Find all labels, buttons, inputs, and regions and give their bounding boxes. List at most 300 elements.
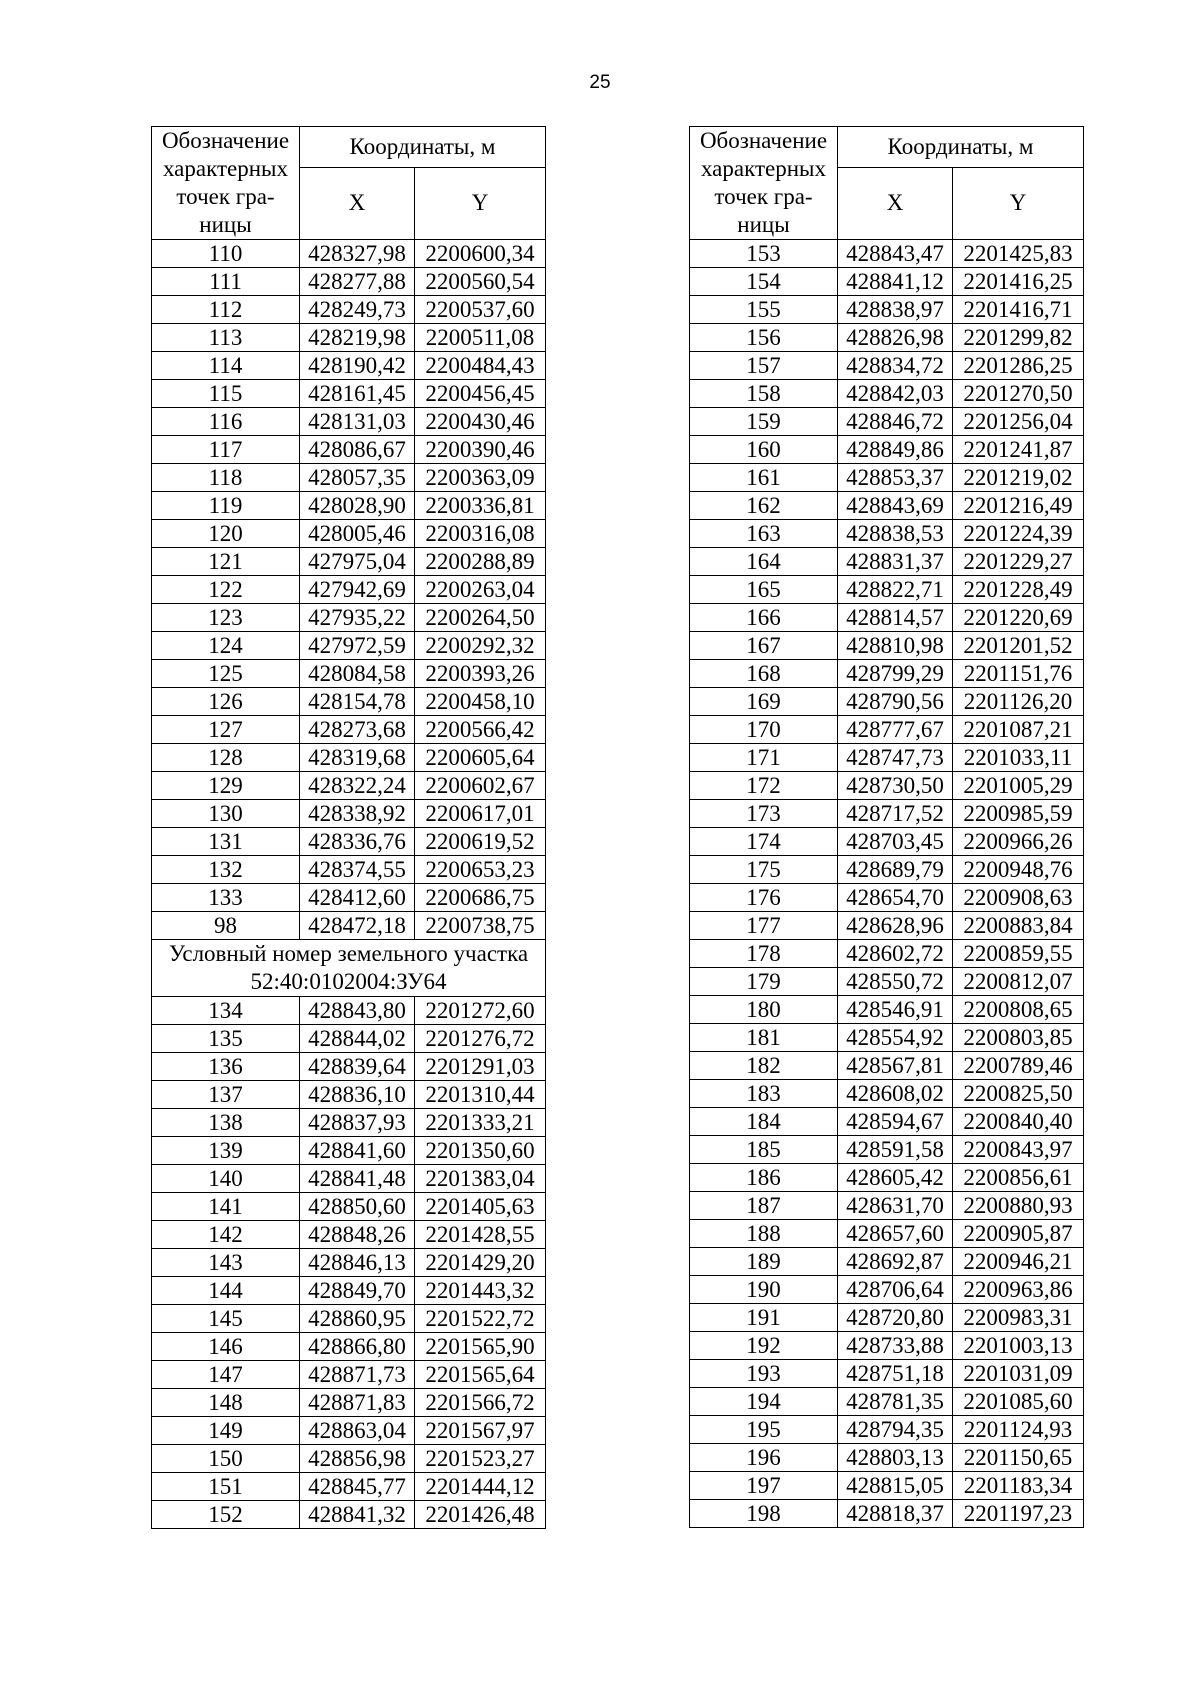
y-coordinate-cell: 2201567,97 — [415, 1417, 546, 1445]
y-coordinate-cell: 2201005,29 — [953, 772, 1084, 800]
table-row — [152, 828, 546, 856]
table-row — [690, 996, 1084, 1024]
point-number-cell: 118 — [152, 464, 300, 492]
table-row — [690, 744, 1084, 772]
y-coordinate-cell: 2201522,72 — [415, 1305, 546, 1333]
table-row — [152, 604, 546, 632]
x-coordinate-cell: 428190,42 — [300, 352, 415, 380]
table-row — [690, 1164, 1084, 1192]
table-row — [152, 408, 546, 436]
table-row — [152, 240, 546, 268]
x-coordinate-cell: 428550,72 — [838, 968, 953, 996]
point-number-cell: 139 — [152, 1137, 300, 1165]
table-row — [690, 436, 1084, 464]
point-number-cell: 141 — [152, 1193, 300, 1221]
x-coordinate-cell: 428249,73 — [300, 296, 415, 324]
x-coordinate-cell: 428554,92 — [838, 1024, 953, 1052]
y-header: Y — [953, 167, 1084, 239]
x-coordinate-cell: 428848,26 — [300, 1221, 415, 1249]
table-row — [690, 268, 1084, 296]
y-coordinate-cell: 2201383,04 — [415, 1165, 546, 1193]
table-row — [152, 632, 546, 660]
y-coordinate-cell: 2201033,11 — [953, 744, 1084, 772]
table-row — [152, 1305, 546, 1333]
point-number-cell: 138 — [152, 1109, 300, 1137]
point-number-cell: 175 — [690, 856, 838, 884]
y-coordinate-cell: 2201197,23 — [953, 1500, 1084, 1528]
x-coordinate-cell: 428841,12 — [838, 268, 953, 296]
table-row — [152, 1333, 546, 1361]
y-coordinate-cell: 2201429,20 — [415, 1249, 546, 1277]
table-row — [152, 1361, 546, 1389]
point-number-cell: 134 — [152, 997, 300, 1025]
y-coordinate-cell: 2201085,60 — [953, 1388, 1084, 1416]
y-coordinate-cell: 2200686,75 — [415, 884, 546, 912]
y-coordinate-cell: 2200738,75 — [415, 912, 546, 940]
table-row — [690, 632, 1084, 660]
x-coordinate-cell: 428591,58 — [838, 1136, 953, 1164]
x-coordinate-cell: 428657,60 — [838, 1220, 953, 1248]
point-number-cell: 160 — [690, 436, 838, 464]
table-row — [152, 1025, 546, 1053]
y-coordinate-cell: 2201219,02 — [953, 464, 1084, 492]
table-row — [152, 492, 546, 520]
y-coordinate-cell: 2201425,83 — [953, 240, 1084, 268]
table-row — [152, 436, 546, 464]
x-coordinate-cell: 428336,76 — [300, 828, 415, 856]
y-coordinate-cell: 2201299,82 — [953, 324, 1084, 352]
x-coordinate-cell: 428815,05 — [838, 1472, 953, 1500]
table-row — [152, 1473, 546, 1501]
point-number-cell: 189 — [690, 1248, 838, 1276]
y-coordinate-cell: 2200566,42 — [415, 716, 546, 744]
x-coordinate-cell: 428860,95 — [300, 1305, 415, 1333]
x-coordinate-cell: 428273,68 — [300, 716, 415, 744]
y-coordinate-cell: 2200966,26 — [953, 828, 1084, 856]
page-number: 25 — [589, 72, 611, 93]
table-row — [152, 688, 546, 716]
table-row — [690, 856, 1084, 884]
x-coordinate-cell: 428327,98 — [300, 240, 415, 268]
points-header: Обозначение характерных точек гра-ницы — [690, 127, 838, 240]
x-coordinate-cell: 428849,70 — [300, 1277, 415, 1305]
x-coordinate-cell: 428692,87 — [838, 1248, 953, 1276]
x-coordinate-cell: 428781,35 — [838, 1388, 953, 1416]
point-number-cell: 112 — [152, 296, 300, 324]
table-row — [690, 1416, 1084, 1444]
y-coordinate-cell: 2200458,10 — [415, 688, 546, 716]
point-number-cell: 176 — [690, 884, 838, 912]
table-row — [152, 744, 546, 772]
table-row — [690, 716, 1084, 744]
y-coordinate-cell: 2201276,72 — [415, 1025, 546, 1053]
table-row — [690, 520, 1084, 548]
x-coordinate-cell: 428717,52 — [838, 800, 953, 828]
table-row — [690, 1360, 1084, 1388]
table-row — [690, 1500, 1084, 1528]
table-row — [152, 268, 546, 296]
point-number-cell: 129 — [152, 772, 300, 800]
table-row — [152, 997, 546, 1025]
point-number-cell: 158 — [690, 380, 838, 408]
x-coordinate-cell: 428028,90 — [300, 492, 415, 520]
point-number-cell: 116 — [152, 408, 300, 436]
point-number-cell: 164 — [690, 548, 838, 576]
table-row — [690, 1388, 1084, 1416]
table-row — [152, 660, 546, 688]
table-row — [690, 380, 1084, 408]
x-coordinate-cell: 427942,69 — [300, 576, 415, 604]
y-coordinate-cell: 2200511,08 — [415, 324, 546, 352]
x-coordinate-cell: 428703,45 — [838, 828, 953, 856]
point-number-cell: 193 — [690, 1360, 838, 1388]
x-coordinate-cell: 428863,04 — [300, 1417, 415, 1445]
table-row — [152, 1417, 546, 1445]
point-number-cell: 124 — [152, 632, 300, 660]
point-number-cell: 182 — [690, 1052, 838, 1080]
x-coordinate-cell: 428005,46 — [300, 520, 415, 548]
x-coordinate-cell: 428846,72 — [838, 408, 953, 436]
y-coordinate-cell: 2200484,43 — [415, 352, 546, 380]
point-number-cell: 168 — [690, 660, 838, 688]
y-coordinate-cell: 2200363,09 — [415, 464, 546, 492]
y-coordinate-cell: 2200316,08 — [415, 520, 546, 548]
point-number-cell: 135 — [152, 1025, 300, 1053]
y-coordinate-cell: 2200292,32 — [415, 632, 546, 660]
point-number-cell: 126 — [152, 688, 300, 716]
x-coordinate-cell: 428838,97 — [838, 296, 953, 324]
point-number-cell: 150 — [152, 1445, 300, 1473]
table-row — [152, 548, 546, 576]
point-number-cell: 190 — [690, 1276, 838, 1304]
x-coordinate-cell: 428794,35 — [838, 1416, 953, 1444]
x-coordinate-cell: 428084,58 — [300, 660, 415, 688]
table-row — [690, 772, 1084, 800]
x-coordinate-cell: 428822,71 — [838, 576, 953, 604]
table-row — [152, 576, 546, 604]
x-coordinate-cell: 428831,37 — [838, 548, 953, 576]
y-coordinate-cell: 2201444,12 — [415, 1473, 546, 1501]
y-coordinate-cell: 2200430,46 — [415, 408, 546, 436]
y-coordinate-cell: 2201241,87 — [953, 436, 1084, 464]
x-coordinate-cell: 428733,88 — [838, 1332, 953, 1360]
table-row — [690, 1136, 1084, 1164]
table-row — [690, 492, 1084, 520]
point-number-cell: 127 — [152, 716, 300, 744]
x-coordinate-cell: 428871,83 — [300, 1389, 415, 1417]
table-row — [690, 324, 1084, 352]
x-coordinate-cell: 428654,70 — [838, 884, 953, 912]
y-coordinate-cell: 2201286,25 — [953, 352, 1084, 380]
x-coordinate-cell: 428628,96 — [838, 912, 953, 940]
point-number-cell: 157 — [690, 352, 838, 380]
table-row — [152, 1277, 546, 1305]
table-row — [690, 660, 1084, 688]
y-header: Y — [415, 167, 546, 239]
x-coordinate-cell: 428853,37 — [838, 464, 953, 492]
x-coordinate-cell: 428814,57 — [838, 604, 953, 632]
point-number-cell: 172 — [690, 772, 838, 800]
y-coordinate-cell: 2201228,49 — [953, 576, 1084, 604]
point-number-cell: 152 — [152, 1501, 300, 1529]
table-row — [152, 772, 546, 800]
table-row — [690, 1192, 1084, 1220]
x-coordinate-cell: 428837,93 — [300, 1109, 415, 1137]
table-row — [690, 296, 1084, 324]
x-coordinate-cell: 427975,04 — [300, 548, 415, 576]
table-row — [690, 940, 1084, 968]
y-coordinate-cell: 2201224,39 — [953, 520, 1084, 548]
y-coordinate-cell: 2201031,09 — [953, 1360, 1084, 1388]
table-row — [152, 1249, 546, 1277]
y-coordinate-cell: 2200808,65 — [953, 996, 1084, 1024]
y-coordinate-cell: 2201201,52 — [953, 632, 1084, 660]
x-coordinate-cell: 428810,98 — [838, 632, 953, 660]
x-coordinate-cell: 428472,18 — [300, 912, 415, 940]
table-row — [690, 884, 1084, 912]
point-number-cell: 149 — [152, 1417, 300, 1445]
point-number-cell: 123 — [152, 604, 300, 632]
point-number-cell: 167 — [690, 632, 838, 660]
coords-header: Координаты, м — [300, 127, 546, 168]
y-coordinate-cell: 2201087,21 — [953, 716, 1084, 744]
x-coordinate-cell: 428338,92 — [300, 800, 415, 828]
table-row — [152, 884, 546, 912]
table-row — [690, 968, 1084, 996]
x-coordinate-cell: 428844,02 — [300, 1025, 415, 1053]
table-row — [690, 1304, 1084, 1332]
point-number-cell: 171 — [690, 744, 838, 772]
point-number-cell: 174 — [690, 828, 838, 856]
x-coordinate-cell: 427972,59 — [300, 632, 415, 660]
y-coordinate-cell: 2200843,97 — [953, 1136, 1084, 1164]
point-number-cell: 132 — [152, 856, 300, 884]
table-row — [690, 1332, 1084, 1360]
y-coordinate-cell: 2200393,26 — [415, 660, 546, 688]
point-number-cell: 191 — [690, 1304, 838, 1332]
x-coordinate-cell: 428594,67 — [838, 1108, 953, 1136]
coordinates-table-right — [689, 126, 1084, 1528]
x-coordinate-cell: 428608,02 — [838, 1080, 953, 1108]
table-row — [690, 548, 1084, 576]
y-coordinate-cell: 2201350,60 — [415, 1137, 546, 1165]
point-number-cell: 196 — [690, 1444, 838, 1472]
table-row — [152, 324, 546, 352]
point-number-cell: 153 — [690, 240, 838, 268]
x-coordinate-cell: 428730,50 — [838, 772, 953, 800]
y-coordinate-cell: 2200336,81 — [415, 492, 546, 520]
y-coordinate-cell: 2201566,72 — [415, 1389, 546, 1417]
table-row — [690, 1248, 1084, 1276]
y-coordinate-cell: 2200946,21 — [953, 1248, 1084, 1276]
x-coordinate-cell: 428546,91 — [838, 996, 953, 1024]
point-number-cell: 184 — [690, 1108, 838, 1136]
x-coordinate-cell: 428841,32 — [300, 1501, 415, 1529]
point-number-cell: 186 — [690, 1164, 838, 1192]
table-row — [690, 688, 1084, 716]
x-coordinate-cell: 428826,98 — [838, 324, 953, 352]
table-row — [690, 912, 1084, 940]
point-number-cell: 183 — [690, 1080, 838, 1108]
x-coordinate-cell: 428866,80 — [300, 1333, 415, 1361]
x-coordinate-cell: 428277,88 — [300, 268, 415, 296]
table-row — [152, 912, 546, 940]
table-row — [690, 1024, 1084, 1052]
x-coordinate-cell: 428319,68 — [300, 744, 415, 772]
point-number-cell: 119 — [152, 492, 300, 520]
table-row — [152, 1389, 546, 1417]
y-coordinate-cell: 2200983,31 — [953, 1304, 1084, 1332]
table-row — [152, 1165, 546, 1193]
x-coordinate-cell: 428841,60 — [300, 1137, 415, 1165]
table-row — [690, 408, 1084, 436]
x-coordinate-cell: 428871,73 — [300, 1361, 415, 1389]
y-coordinate-cell: 2200605,64 — [415, 744, 546, 772]
point-number-cell: 159 — [690, 408, 838, 436]
x-coordinate-cell: 428842,03 — [838, 380, 953, 408]
table-row — [152, 296, 546, 324]
y-coordinate-cell: 2200803,85 — [953, 1024, 1084, 1052]
y-coordinate-cell: 2201405,63 — [415, 1193, 546, 1221]
x-coordinate-cell: 428086,67 — [300, 436, 415, 464]
point-number-cell: 179 — [690, 968, 838, 996]
table-row — [690, 1052, 1084, 1080]
y-coordinate-cell: 2201416,25 — [953, 268, 1084, 296]
x-coordinate-cell: 428849,86 — [838, 436, 953, 464]
point-number-cell: 121 — [152, 548, 300, 576]
x-coordinate-cell: 428605,42 — [838, 1164, 953, 1192]
table-row — [690, 1108, 1084, 1136]
y-coordinate-cell: 2201216,49 — [953, 492, 1084, 520]
y-coordinate-cell: 2200537,60 — [415, 296, 546, 324]
table-row — [690, 576, 1084, 604]
y-coordinate-cell: 2201416,71 — [953, 296, 1084, 324]
x-coordinate-cell: 428843,80 — [300, 997, 415, 1025]
point-number-cell: 131 — [152, 828, 300, 856]
x-coordinate-cell: 428843,47 — [838, 240, 953, 268]
y-coordinate-cell: 2200600,34 — [415, 240, 546, 268]
y-coordinate-cell: 2200602,67 — [415, 772, 546, 800]
y-coordinate-cell: 2201565,90 — [415, 1333, 546, 1361]
x-coordinate-cell: 428841,48 — [300, 1165, 415, 1193]
y-coordinate-cell: 2200963,86 — [953, 1276, 1084, 1304]
x-coordinate-cell: 428777,67 — [838, 716, 953, 744]
table-row — [152, 520, 546, 548]
point-number-cell: 113 — [152, 324, 300, 352]
point-number-cell: 98 — [152, 912, 300, 940]
point-number-cell: 169 — [690, 688, 838, 716]
y-coordinate-cell: 2200985,59 — [953, 800, 1084, 828]
table-row — [152, 856, 546, 884]
point-number-cell: 140 — [152, 1165, 300, 1193]
y-coordinate-cell: 2201126,20 — [953, 688, 1084, 716]
table-row — [152, 1081, 546, 1109]
point-number-cell: 177 — [690, 912, 838, 940]
table-row — [152, 464, 546, 492]
point-number-cell: 163 — [690, 520, 838, 548]
y-coordinate-cell: 2200856,61 — [953, 1164, 1084, 1192]
y-coordinate-cell: 2201270,50 — [953, 380, 1084, 408]
point-number-cell: 137 — [152, 1081, 300, 1109]
table-row — [152, 1137, 546, 1165]
point-number-cell: 161 — [690, 464, 838, 492]
point-number-cell: 194 — [690, 1388, 838, 1416]
x-coordinate-cell: 428850,60 — [300, 1193, 415, 1221]
x-coordinate-cell: 428057,35 — [300, 464, 415, 492]
y-coordinate-cell: 2200263,04 — [415, 576, 546, 604]
point-number-cell: 136 — [152, 1053, 300, 1081]
y-coordinate-cell: 2200789,46 — [953, 1052, 1084, 1080]
y-coordinate-cell: 2201220,69 — [953, 604, 1084, 632]
point-number-cell: 128 — [152, 744, 300, 772]
y-coordinate-cell: 2201333,21 — [415, 1109, 546, 1137]
x-coordinate-cell: 428846,13 — [300, 1249, 415, 1277]
point-number-cell: 146 — [152, 1333, 300, 1361]
point-number-cell: 198 — [690, 1500, 838, 1528]
table-row — [690, 1276, 1084, 1304]
point-number-cell: 151 — [152, 1473, 300, 1501]
point-number-cell: 197 — [690, 1472, 838, 1500]
y-coordinate-cell: 2200840,40 — [953, 1108, 1084, 1136]
table-row — [690, 1080, 1084, 1108]
x-coordinate-cell: 428839,64 — [300, 1053, 415, 1081]
y-coordinate-cell: 2201443,32 — [415, 1277, 546, 1305]
point-number-cell: 154 — [690, 268, 838, 296]
point-number-cell: 180 — [690, 996, 838, 1024]
point-number-cell: 110 — [152, 240, 300, 268]
y-coordinate-cell: 2201291,03 — [415, 1053, 546, 1081]
table-row — [690, 240, 1084, 268]
y-coordinate-cell: 2200456,45 — [415, 380, 546, 408]
point-number-cell: 120 — [152, 520, 300, 548]
y-coordinate-cell: 2200619,52 — [415, 828, 546, 856]
point-number-cell: 111 — [152, 268, 300, 296]
x-coordinate-cell: 428845,77 — [300, 1473, 415, 1501]
point-number-cell: 143 — [152, 1249, 300, 1277]
y-coordinate-cell: 2200948,76 — [953, 856, 1084, 884]
x-header: X — [838, 167, 953, 239]
x-coordinate-cell: 428838,53 — [838, 520, 953, 548]
y-coordinate-cell: 2200653,23 — [415, 856, 546, 884]
table-row — [152, 1221, 546, 1249]
y-coordinate-cell: 2201426,48 — [415, 1501, 546, 1529]
point-number-cell: 181 — [690, 1024, 838, 1052]
x-coordinate-cell: 428706,64 — [838, 1276, 953, 1304]
point-number-cell: 185 — [690, 1136, 838, 1164]
point-number-cell: 115 — [152, 380, 300, 408]
y-coordinate-cell: 2201183,34 — [953, 1472, 1084, 1500]
point-number-cell: 117 — [152, 436, 300, 464]
table-row — [152, 716, 546, 744]
x-coordinate-cell: 428856,98 — [300, 1445, 415, 1473]
x-coordinate-cell: 428803,13 — [838, 1444, 953, 1472]
x-coordinate-cell: 427935,22 — [300, 604, 415, 632]
point-number-cell: 114 — [152, 352, 300, 380]
y-coordinate-cell: 2201003,13 — [953, 1332, 1084, 1360]
table-row — [152, 1053, 546, 1081]
y-coordinate-cell: 2201151,76 — [953, 660, 1084, 688]
x-coordinate-cell: 428567,81 — [838, 1052, 953, 1080]
point-number-cell: 170 — [690, 716, 838, 744]
y-coordinate-cell: 2201565,64 — [415, 1361, 546, 1389]
y-coordinate-cell: 2201272,60 — [415, 997, 546, 1025]
table-row — [152, 1109, 546, 1137]
x-coordinate-cell: 428790,56 — [838, 688, 953, 716]
x-coordinate-cell: 428131,03 — [300, 408, 415, 436]
coordinates-table-left — [151, 126, 546, 1529]
table-row — [152, 1445, 546, 1473]
point-number-cell: 187 — [690, 1192, 838, 1220]
